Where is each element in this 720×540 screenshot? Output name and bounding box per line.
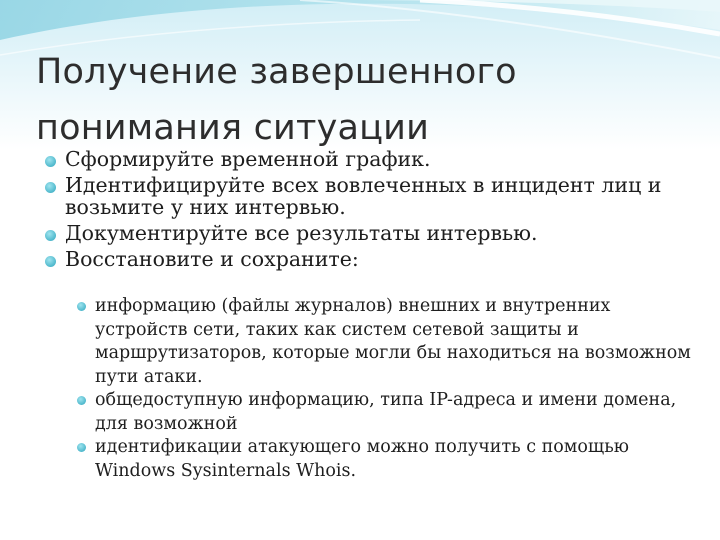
sub-bullet-item xyxy=(76,295,696,389)
title-line-1: Получение завершенного xyxy=(36,52,517,92)
bullet-text: Восстановите и сохраните: xyxy=(65,247,359,271)
bullet-text: Документируйте все результаты интервью. xyxy=(65,221,538,245)
sub-bullet-item xyxy=(76,436,696,483)
bullet-item xyxy=(44,174,704,218)
bullet-item xyxy=(44,148,704,170)
slide-title xyxy=(36,44,676,156)
bullet-list xyxy=(44,148,704,274)
teal-circle-bullet-icon xyxy=(45,256,56,267)
sub-bullet-item xyxy=(76,389,696,436)
teal-circle-bullet-icon xyxy=(45,156,56,167)
teal-circle-bullet-icon xyxy=(45,182,56,193)
teal-circle-bullet-icon xyxy=(77,396,86,405)
bullet-item xyxy=(44,248,704,270)
bullet-item xyxy=(44,222,704,244)
sub-bullet-text: общедоступную информацию, типа IP-адреса и имени домена, для возможной xyxy=(95,390,677,434)
teal-circle-bullet-icon xyxy=(77,302,86,311)
sub-bullet-list xyxy=(76,295,696,483)
title-line-2: понимания ситуации xyxy=(36,108,430,148)
sub-bullet-text: идентификации атакующего можно получить с помощью Windows Sysinternals Whois. xyxy=(95,437,629,481)
bullet-text: Сформируйте временной график. xyxy=(65,147,431,171)
bullet-text: Идентифицируйте всех вовлеченных в инцидент лиц и возьмите у них интервью. xyxy=(65,173,662,219)
teal-circle-bullet-icon xyxy=(77,443,86,452)
teal-circle-bullet-icon xyxy=(45,230,56,241)
sub-bullet-text: информацию (файлы журналов) внешних и внутренних устройств сети, таких как систем сетевой защиты и маршрутизаторов, которые могли бы находиться на возможном пути атаки. xyxy=(95,296,691,387)
